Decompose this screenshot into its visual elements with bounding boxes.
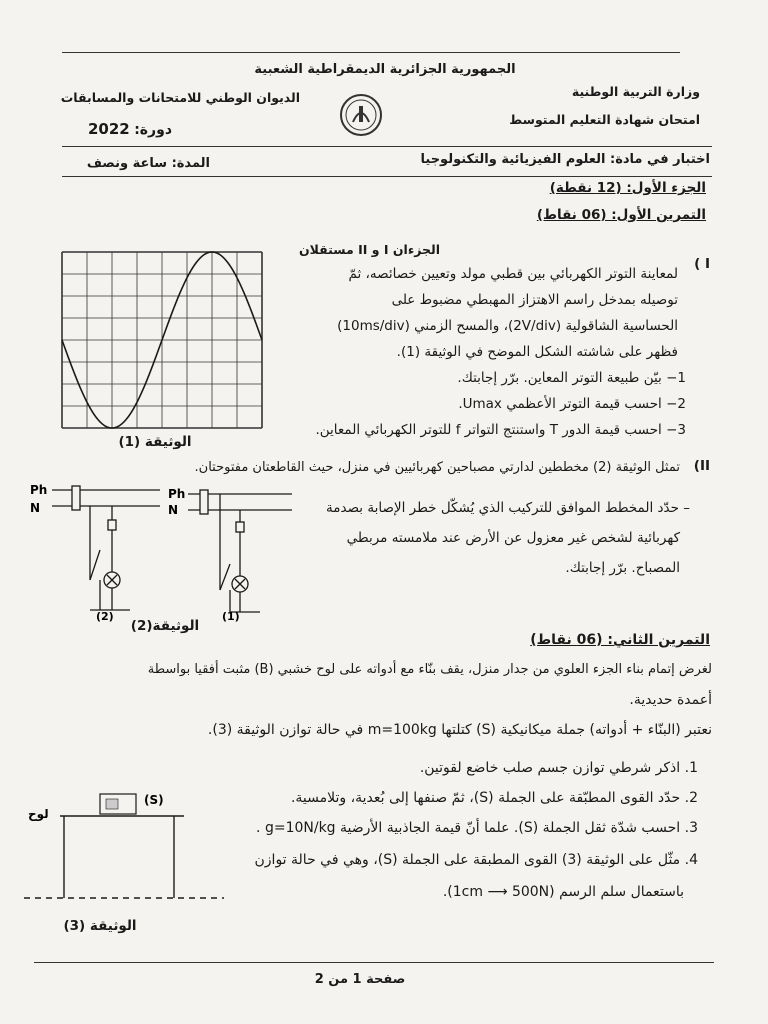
- circuit2-n-label: N: [30, 501, 41, 515]
- circuits-diagram: [30, 480, 300, 640]
- circuit2: [52, 486, 160, 610]
- independent-note: الجزءان I و II مستقلان: [299, 242, 440, 257]
- exercise2-question4-line2: باستعمال سلم الرسم (1cm ⟶ 500N).: [442, 884, 684, 900]
- exercise2-question2: 2. حدّد القوى المطبّقة على الجملة (S)، ثمّ صنفها إلى بُعدية، وتلامسية.: [290, 790, 698, 806]
- session: [62, 120, 172, 138]
- document2-caption: الوثيقة(2): [130, 618, 200, 634]
- label-system: (S): [144, 793, 164, 807]
- header-duration: المدة: ساعة ونصف: [86, 156, 210, 171]
- top-rule: [62, 52, 680, 53]
- page-number: صفحة 1 من 2: [314, 972, 406, 987]
- header-republic: الجمهورية الجزائرية الديمقراطية الشعبية: [254, 62, 516, 77]
- part1-title: الجزء الأول: (12 نقطة): [549, 180, 706, 196]
- section1-line4: فظهر على شاشته الشكل الموضح في الوثيقة (1).: [396, 344, 678, 360]
- question1-1: 1− بيّن طبيعة التوتر المعاين. برّر إجابتك.: [457, 370, 686, 386]
- footer-rule: [34, 962, 714, 963]
- section2-text: تمثل الوثيقة (2) مخططين لدارتي مصباحين كهربائيين في منزل، حيث القاطعتان مفتوحتان.: [194, 460, 680, 475]
- section2-number: II): [693, 458, 710, 474]
- circuit2-number: (2): [96, 610, 114, 623]
- document3-caption: الوثيقة (3): [63, 918, 137, 934]
- circuit1-n-label: N: [168, 503, 179, 517]
- emblem-seal-icon: [338, 92, 384, 138]
- section2-question-line1: – حدّد المخطط الموافق للتركيب الذي يُشكّل خطر الإصابة بصدمة: [326, 500, 690, 516]
- section1-line3: الحساسية الشاقولية (2V/div)، والمسح الزمني (10ms/div): [337, 318, 678, 334]
- document1-caption: الوثيقة (1): [118, 434, 192, 450]
- exercise2-title: التمرين الثاني: (06 نقاط): [530, 632, 710, 648]
- section2-question-line3: المصباح. برّر إجابتك.: [565, 560, 680, 576]
- circuit1-ph-label: Ph: [168, 487, 186, 501]
- exercise2-question3: 3. احسب شدّة ثقل الجملة (S). علما أنّ قيمة الجاذبية الأرضية g=10N/kg .: [256, 820, 698, 836]
- header-rule: [62, 146, 712, 147]
- section1-number: I ): [694, 256, 710, 272]
- header-subject: اختبار في مادة: العلوم الفيزيائية والتكنولوجيا: [420, 152, 710, 167]
- header-exam: امتحان شهادة التعليم المتوسط: [509, 112, 700, 127]
- label-board: لوح: [28, 807, 49, 821]
- question1-3: 3− احسب قيمة الدور T واستنتج التواتر f للتوتر الكهربائي المعاين.: [315, 422, 686, 438]
- section1-line2: توصيله بمدخل راسم الاهتزاز المهبطي مضبوط على: [391, 292, 678, 308]
- oscilloscope-screen: [60, 250, 265, 430]
- scaffold-figure: [24, 780, 224, 920]
- question1-2: 2− احسب قيمة التوتر الأعظمي Umax.: [458, 396, 686, 412]
- circuit1: [188, 490, 292, 612]
- exercise2-intro-line2: أعمدة حديدية.: [629, 692, 712, 708]
- header-ministry: وزارة التربية الوطنية: [571, 84, 700, 99]
- exercise2-system-line: نعتبر (البنّاء + أدواته) جملة ميكانيكية (S) كتلتها m=100kg في حالة توازن الوثيقة (3).: [207, 722, 712, 738]
- exercise1-title: التمرين الأول: (06 نقاط): [536, 207, 706, 223]
- circuit1-number: (1): [222, 610, 240, 623]
- exercise2-question1: 1. اذكر شرطي توازن جسم صلب خاضع لقوتين.: [419, 760, 698, 776]
- header-office: الديوان الوطني للامتحانات والمسابقات: [60, 90, 300, 105]
- exercise2-intro-line1: لغرض إتمام بناء الجزء العلوي من جدار منزل، يقف بنّاء مع أدواته على لوح خشبي (B) مثبت أفقيا بواسطة: [147, 662, 712, 677]
- circuit2-ph-label: Ph: [30, 483, 48, 497]
- session-label: دورة:: [134, 122, 172, 138]
- section2-question-line2: كهربائية لشخص غير معزول عن الأرض عند ملامسته مربطي: [346, 530, 680, 546]
- subject-rule: [62, 176, 712, 177]
- section1-line1: لمعاينة التوتر الكهربائي بين قطبي مولد وتعيين خصائصه، ثمّ: [348, 266, 678, 282]
- exercise2-question4-line1: 4. مثّل على الوثيقة (3) القوى المطبقة على الجملة (S)، وهي في حالة توازن: [254, 852, 698, 868]
- session-year: 2022: [87, 120, 130, 138]
